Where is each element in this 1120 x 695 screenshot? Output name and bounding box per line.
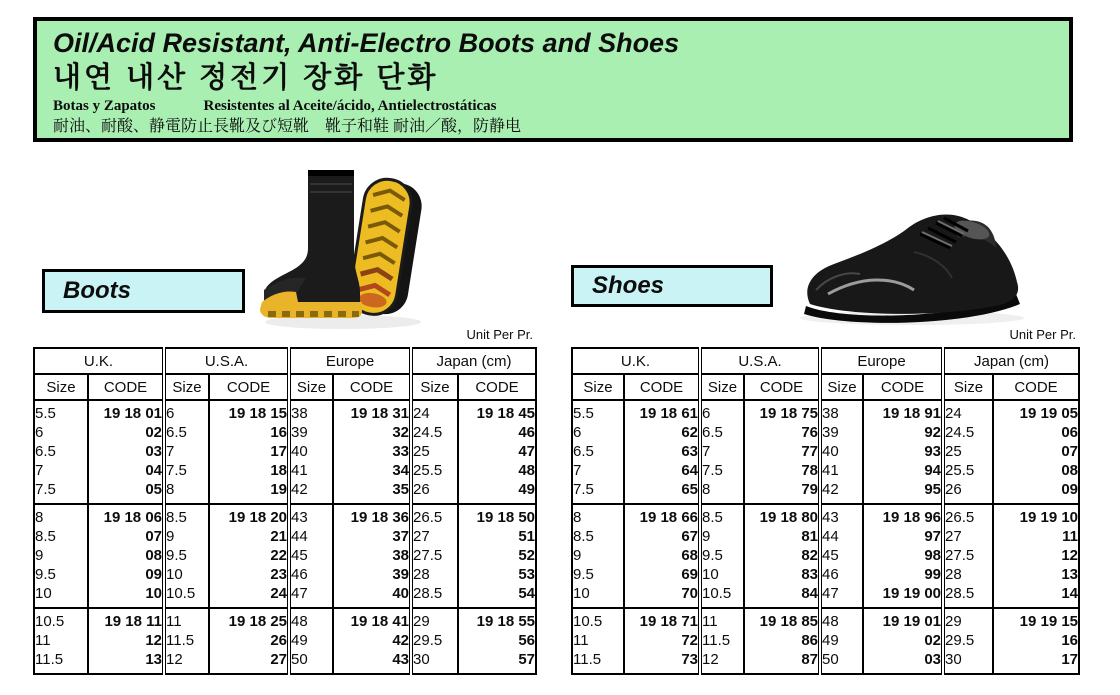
code-cell: 21	[209, 527, 289, 546]
size-header: Size	[34, 374, 88, 400]
size-cell: 49	[289, 631, 333, 650]
boots-table-section	[33, 327, 535, 675]
size-cell: 47	[289, 584, 333, 608]
size-cell: 28	[943, 565, 993, 584]
code-cell: 77	[744, 442, 820, 461]
size-cell: 6	[164, 400, 209, 423]
code-cell: 33	[333, 442, 411, 461]
table-row	[572, 461, 1079, 480]
size-cell: 8.5	[573, 528, 594, 545]
code-cell: 94	[863, 461, 943, 480]
code-cell: 19 18 55	[458, 608, 536, 631]
page-title-korean: 내연 내산 정전기 장화 단화	[53, 62, 439, 94]
header-banner	[33, 17, 1073, 142]
code-cell: 12	[88, 631, 164, 650]
code-cell: 18	[209, 461, 289, 480]
code-cell: 16	[209, 423, 289, 442]
size-cell: 24	[411, 400, 458, 423]
size-cell: 40	[820, 442, 863, 461]
size-cell: 8.5	[164, 504, 209, 527]
size-cell: 9.5	[700, 546, 744, 565]
code-cell: 42	[333, 631, 411, 650]
size-cell: 46	[820, 565, 863, 584]
unit-note: Unit Per Pr.	[466, 327, 533, 342]
code-cell: 49	[458, 480, 536, 504]
size-cell: 5.5	[35, 405, 56, 422]
code-cell: 19 18 85	[744, 608, 820, 631]
subtitle-spanish-row	[53, 97, 1055, 116]
size-cell: 11.5	[700, 631, 744, 650]
code-cell: 02	[863, 631, 943, 650]
code-cell: 19 19 01	[863, 608, 943, 631]
code-cell: 19 18 01	[88, 400, 164, 423]
size-cell: 26	[943, 480, 993, 504]
size-cell: 44	[820, 527, 863, 546]
code-cell: 98	[863, 546, 943, 565]
region-header-europe: Europe	[820, 348, 943, 374]
size-cell: 7.5	[164, 461, 209, 480]
size-cell: 50	[289, 650, 333, 674]
size-cell: 49	[820, 631, 863, 650]
size-cell: 27.5	[411, 546, 458, 565]
code-cell: 32	[333, 423, 411, 442]
code-cell: 27	[209, 650, 289, 674]
code-cell: 12	[993, 546, 1079, 565]
size-cell: 8	[164, 480, 209, 504]
code-cell: 19 18 15	[209, 400, 289, 423]
code-cell: 19 19 15	[993, 608, 1079, 631]
code-header: CODE	[333, 374, 411, 400]
size-group	[572, 400, 1079, 504]
size-cell: 11	[164, 608, 209, 631]
region-header-japan: Japan (cm)	[411, 348, 536, 374]
region-header-uk: U.K.	[34, 348, 164, 374]
size-cell: 40	[289, 442, 333, 461]
code-cell: 19 18 75	[744, 400, 820, 423]
size-cell: 12	[700, 650, 744, 674]
size-cell: 6.5	[164, 423, 209, 442]
code-header: CODE	[744, 374, 820, 400]
size-cell: 6.5	[573, 443, 594, 460]
code-header: CODE	[458, 374, 536, 400]
size-cell: 9	[35, 547, 44, 564]
code-cell: 52	[458, 546, 536, 565]
code-cell: 95	[863, 480, 943, 504]
size-header: Size	[411, 374, 458, 400]
table-row	[34, 400, 536, 423]
size-cell: 7	[700, 442, 744, 461]
code-cell: 76	[744, 423, 820, 442]
code-cell: 86	[744, 631, 820, 650]
table-row	[572, 565, 1079, 584]
size-cell: 7	[573, 462, 582, 479]
code-cell: 68	[624, 546, 700, 565]
size-cell: 44	[289, 527, 333, 546]
size-cell: 29.5	[943, 631, 993, 650]
size-cell: 10.5	[700, 584, 744, 608]
code-cell: 97	[863, 527, 943, 546]
code-cell: 48	[458, 461, 536, 480]
shoes-size-table	[571, 347, 1080, 675]
code-cell: 81	[744, 527, 820, 546]
code-cell: 84	[744, 584, 820, 608]
size-header: Size	[572, 374, 624, 400]
code-cell: 19 18 80	[744, 504, 820, 527]
code-cell: 05	[88, 480, 164, 504]
size-cell: 7.5	[573, 481, 594, 498]
size-cell: 11.5	[573, 651, 602, 668]
table-row	[34, 504, 536, 527]
code-cell: 22	[209, 546, 289, 565]
region-header-europe: Europe	[289, 348, 411, 374]
table-row	[34, 584, 536, 608]
code-cell: 57	[458, 650, 536, 674]
size-cell: 29.5	[411, 631, 458, 650]
code-cell: 03	[863, 650, 943, 674]
code-header: CODE	[863, 374, 943, 400]
boots-label-text: Boots	[63, 277, 131, 304]
code-cell: 19 18 41	[333, 608, 411, 631]
size-cell: 43	[820, 504, 863, 527]
size-cell: 9	[700, 527, 744, 546]
size-header: Size	[164, 374, 209, 400]
region-header-row	[34, 348, 536, 374]
size-cell: 10	[700, 565, 744, 584]
size-cell: 26.5	[411, 504, 458, 527]
size-cell: 43	[289, 504, 333, 527]
size-cell: 30	[411, 650, 458, 674]
code-cell: 19 18 06	[88, 504, 164, 527]
code-cell: 19 18 20	[209, 504, 289, 527]
unit-note: Unit Per Pr.	[1009, 327, 1076, 342]
size-header: Size	[700, 374, 744, 400]
table-row	[572, 650, 1079, 674]
size-cell: 6.5	[700, 423, 744, 442]
code-cell: 19	[209, 480, 289, 504]
size-cell: 8	[700, 480, 744, 504]
code-cell: 35	[333, 480, 411, 504]
size-cell: 9	[573, 547, 582, 564]
table-row	[572, 423, 1079, 442]
size-cell: 27.5	[943, 546, 993, 565]
table-row	[572, 504, 1079, 527]
code-cell: 16	[993, 631, 1079, 650]
code-cell: 82	[744, 546, 820, 565]
boot-standing-view	[260, 170, 362, 318]
code-cell: 19 18 11	[88, 608, 164, 631]
code-cell: 19 19 00	[863, 584, 943, 608]
size-cell: 28	[411, 565, 458, 584]
code-cell: 19 18 45	[458, 400, 536, 423]
table-row	[34, 461, 536, 480]
boots-section-label	[42, 269, 245, 313]
code-cell: 19 19 05	[993, 400, 1079, 423]
table-row	[34, 527, 536, 546]
code-cell: 65	[624, 480, 700, 504]
size-cell: 28.5	[943, 584, 993, 608]
region-header-uk: U.K.	[572, 348, 700, 374]
code-cell: 14	[993, 584, 1079, 608]
code-cell: 08	[88, 546, 164, 565]
code-cell: 19 18 61	[624, 400, 700, 423]
shoe-illustration	[804, 214, 1020, 322]
size-cell: 27	[411, 527, 458, 546]
code-cell: 67	[624, 527, 700, 546]
size-cell: 8.5	[700, 504, 744, 527]
size-cell: 48	[820, 608, 863, 631]
size-cell: 10	[35, 585, 52, 602]
code-cell: 19 18 96	[863, 504, 943, 527]
region-header-usa: U.S.A.	[164, 348, 289, 374]
size-cell: 10.5	[164, 584, 209, 608]
subtitle-spanish-right: Resistentes al Aceite/ácido, Antielectrostáticas	[203, 98, 497, 114]
size-cell: 6	[35, 424, 44, 441]
subheader-row	[34, 374, 536, 400]
code-cell: 69	[624, 565, 700, 584]
size-cell: 8	[35, 509, 44, 526]
size-cell: 25.5	[411, 461, 458, 480]
table-row	[572, 400, 1079, 423]
size-cell: 29	[943, 608, 993, 631]
size-cell: 10	[573, 585, 590, 602]
code-cell: 23	[209, 565, 289, 584]
size-cell: 41	[289, 461, 333, 480]
code-cell: 37	[333, 527, 411, 546]
code-cell: 56	[458, 631, 536, 650]
code-cell: 19 18 71	[624, 608, 700, 631]
size-cell: 24	[943, 400, 993, 423]
size-cell: 9.5	[573, 566, 594, 583]
code-cell: 39	[333, 565, 411, 584]
size-cell: 11.5	[35, 651, 64, 668]
code-cell: 83	[744, 565, 820, 584]
size-cell: 26.5	[943, 504, 993, 527]
size-cell: 9	[164, 527, 209, 546]
shoes-photo	[786, 190, 1038, 332]
size-cell: 11.5	[164, 631, 209, 650]
table-row	[572, 546, 1079, 565]
size-cell: 38	[289, 400, 333, 423]
code-cell: 08	[993, 461, 1079, 480]
shoes-label-text: Shoes	[592, 272, 665, 299]
region-header-japan: Japan (cm)	[943, 348, 1079, 374]
table-row	[572, 608, 1079, 631]
size-cell: 6	[700, 400, 744, 423]
code-cell: 13	[88, 650, 164, 674]
size-cell: 42	[820, 480, 863, 504]
region-header-usa: U.S.A.	[700, 348, 820, 374]
code-cell: 63	[624, 442, 700, 461]
size-group	[34, 504, 536, 608]
code-cell: 19 18 66	[624, 504, 700, 527]
code-header: CODE	[209, 374, 289, 400]
code-cell: 19 18 31	[333, 400, 411, 423]
size-cell: 6.5	[35, 443, 56, 460]
code-cell: 17	[209, 442, 289, 461]
code-cell: 17	[993, 650, 1079, 674]
size-cell: 28.5	[411, 584, 458, 608]
code-cell: 09	[993, 480, 1079, 504]
table-row	[34, 423, 536, 442]
size-cell: 11	[573, 632, 589, 649]
code-cell: 19 18 50	[458, 504, 536, 527]
size-cell: 10	[164, 565, 209, 584]
code-cell: 19 18 25	[209, 608, 289, 631]
code-header: CODE	[993, 374, 1079, 400]
size-cell: 6	[573, 424, 582, 441]
code-cell: 72	[624, 631, 700, 650]
code-cell: 40	[333, 584, 411, 608]
shoes-table-section	[571, 327, 1078, 675]
table-row	[572, 631, 1079, 650]
size-header: Size	[289, 374, 333, 400]
code-header: CODE	[624, 374, 700, 400]
size-cell: 45	[289, 546, 333, 565]
size-cell: 7.5	[700, 461, 744, 480]
subtitle-cjk: 耐油、耐酸、静電防止長靴及び短靴 靴子和鞋 耐油／酸，防静电	[53, 118, 522, 135]
code-cell: 11	[993, 527, 1079, 546]
code-cell: 13	[993, 565, 1079, 584]
code-cell: 64	[624, 461, 700, 480]
code-cell: 70	[624, 584, 700, 608]
table-row	[34, 608, 536, 631]
size-cell: 42	[289, 480, 333, 504]
subheader-row	[572, 374, 1079, 400]
code-cell: 26	[209, 631, 289, 650]
size-cell: 10.5	[35, 613, 65, 630]
size-cell: 39	[820, 423, 863, 442]
size-cell: 48	[289, 608, 333, 631]
size-cell: 24.5	[943, 423, 993, 442]
table-row	[34, 480, 536, 504]
code-cell: 79	[744, 480, 820, 504]
size-header: Size	[820, 374, 863, 400]
code-cell: 02	[88, 423, 164, 442]
size-group	[572, 608, 1079, 674]
code-cell: 51	[458, 527, 536, 546]
table-row	[34, 631, 536, 650]
code-cell: 34	[333, 461, 411, 480]
size-group	[34, 608, 536, 674]
code-cell: 03	[88, 442, 164, 461]
code-cell: 54	[458, 584, 536, 608]
size-cell: 8.5	[35, 528, 56, 545]
size-cell: 10.5	[573, 613, 603, 630]
table-row	[34, 546, 536, 565]
table-row	[34, 650, 536, 674]
size-cell: 7.5	[35, 481, 56, 498]
table-row	[572, 527, 1079, 546]
code-cell: 04	[88, 461, 164, 480]
code-cell: 19 19 10	[993, 504, 1079, 527]
code-cell: 38	[333, 546, 411, 565]
code-header: CODE	[88, 374, 164, 400]
code-cell: 93	[863, 442, 943, 461]
code-cell: 53	[458, 565, 536, 584]
table-row	[572, 442, 1079, 461]
code-cell: 78	[744, 461, 820, 480]
size-cell: 29	[411, 608, 458, 631]
boots-size-table	[33, 347, 537, 675]
code-cell: 47	[458, 442, 536, 461]
code-cell: 87	[744, 650, 820, 674]
size-cell: 25.5	[943, 461, 993, 480]
code-cell: 19 18 36	[333, 504, 411, 527]
size-cell: 46	[289, 565, 333, 584]
code-cell: 73	[624, 650, 700, 674]
size-header: Size	[943, 374, 993, 400]
size-cell: 39	[289, 423, 333, 442]
code-cell: 07	[88, 527, 164, 546]
size-cell: 25	[943, 442, 993, 461]
code-cell: 43	[333, 650, 411, 674]
size-cell: 24.5	[411, 423, 458, 442]
table-row	[34, 442, 536, 461]
code-cell: 24	[209, 584, 289, 608]
size-cell: 5.5	[573, 405, 594, 422]
size-cell: 11	[35, 632, 51, 649]
size-cell: 8	[573, 509, 582, 526]
code-cell: 46	[458, 423, 536, 442]
size-cell: 47	[820, 584, 863, 608]
size-cell: 7	[35, 462, 44, 479]
size-cell: 25	[411, 442, 458, 461]
shoes-section-label	[571, 265, 773, 307]
code-cell: 19 18 91	[863, 400, 943, 423]
subtitle-spanish-left: Botas y Zapatos	[53, 98, 156, 114]
page-title: Oil/Acid Resistant, Anti-Electro Boots and Shoes	[53, 28, 680, 58]
size-group	[34, 400, 536, 504]
size-cell: 9.5	[164, 546, 209, 565]
size-cell: 41	[820, 461, 863, 480]
size-cell: 27	[943, 527, 993, 546]
size-cell: 9.5	[35, 566, 56, 583]
size-cell: 7	[164, 442, 209, 461]
table-row	[572, 584, 1079, 608]
region-header-row	[572, 348, 1079, 374]
size-cell: 12	[164, 650, 209, 674]
code-cell: 10	[88, 584, 164, 608]
code-cell: 62	[624, 423, 700, 442]
code-cell: 99	[863, 565, 943, 584]
size-group	[572, 504, 1079, 608]
code-cell: 07	[993, 442, 1079, 461]
table-row	[572, 480, 1079, 504]
size-cell: 30	[943, 650, 993, 674]
size-cell: 11	[700, 608, 744, 631]
size-cell: 26	[411, 480, 458, 504]
size-cell: 38	[820, 400, 863, 423]
size-cell: 45	[820, 546, 863, 565]
code-cell: 92	[863, 423, 943, 442]
boots-photo	[248, 162, 430, 334]
table-row	[34, 565, 536, 584]
size-cell: 50	[820, 650, 863, 674]
code-cell: 06	[993, 423, 1079, 442]
code-cell: 09	[88, 565, 164, 584]
